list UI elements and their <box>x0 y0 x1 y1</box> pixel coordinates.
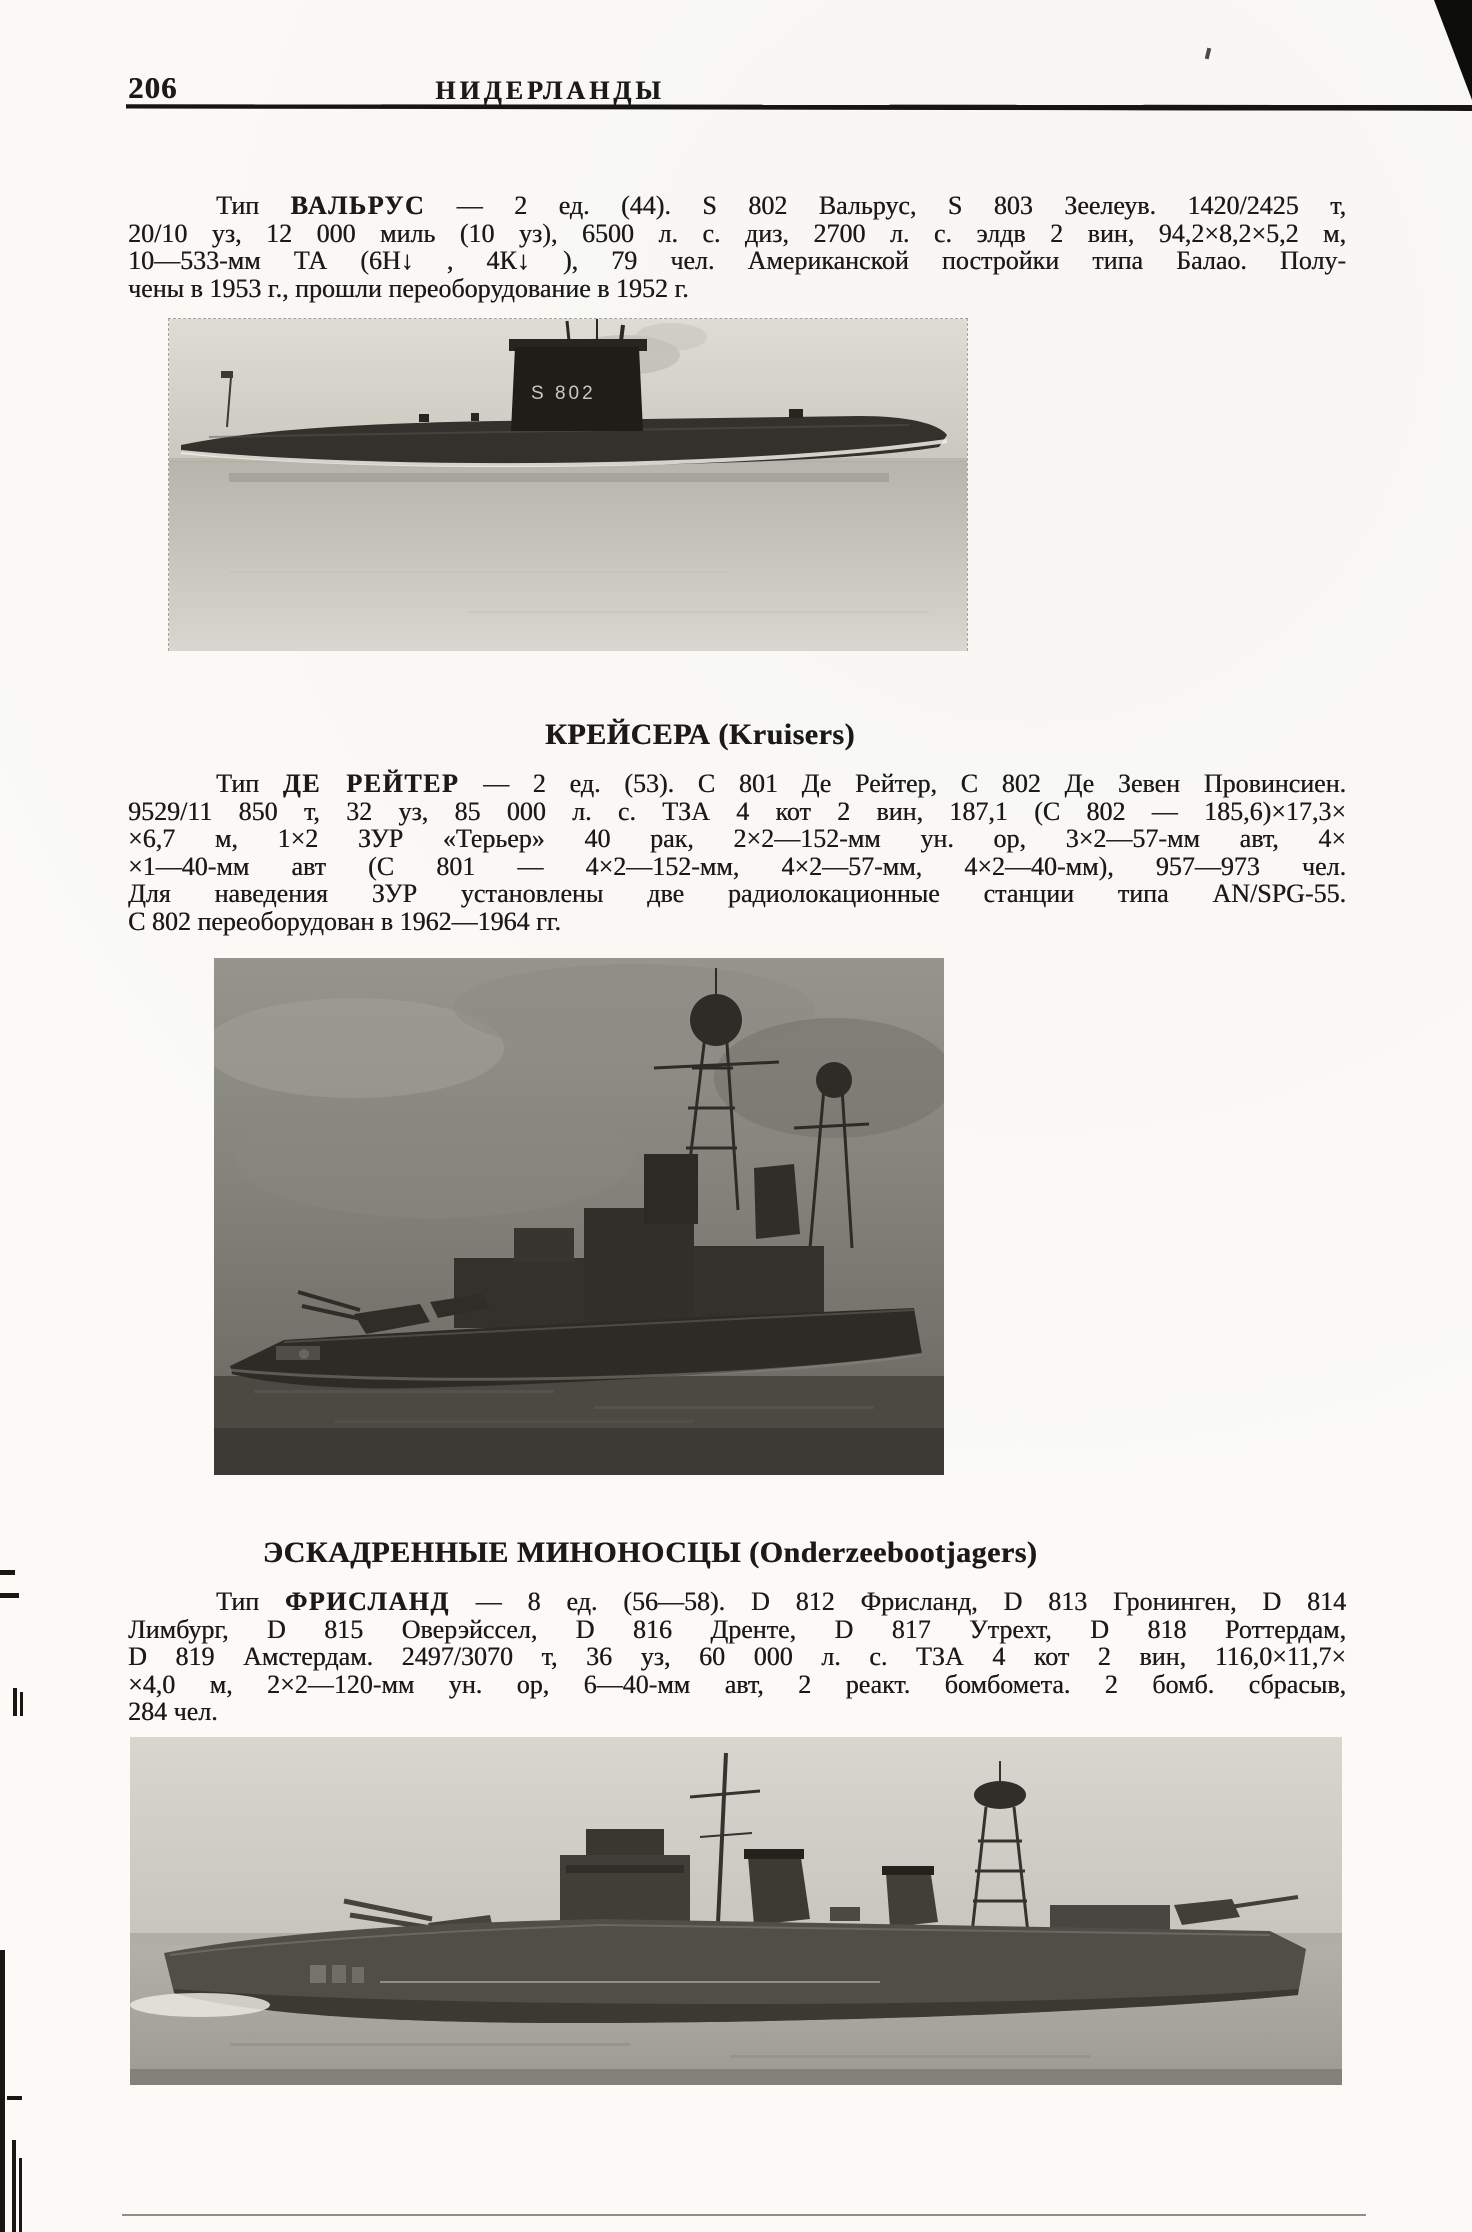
scan-artifact <box>0 1570 15 1575</box>
section-heading-cruisers: КРЕЙСЕРА (Kruisers) <box>545 718 855 751</box>
submarine-photo-illustration <box>169 319 967 651</box>
text-line: 9529/11 850 т, 32 уз, 85 000 л. с. ТЗА 4 кот 2 вин, 187,1 (С 802 — 185,6)×17,3× <box>128 796 1346 826</box>
type-label: Тип <box>216 769 260 798</box>
ship-class-name: ФРИСЛАНД <box>284 1587 450 1616</box>
paragraph-friesland <box>128 1588 1346 1726</box>
text-line: чены в 1953 г., прошли переоборудование в 1952 г. <box>128 273 689 303</box>
text-line: 284 чел. <box>128 1697 218 1726</box>
line-text: — 8 ед. (56—58). D 812 Фрисланд, D 813 Гронинген, D 814 <box>475 1587 1347 1616</box>
scan-corner-artifact <box>1434 0 1472 100</box>
text-line: D 819 Амстердам. 2497/3070 т, 36 уз, 60 000 л. с. ТЗА 4 кот 2 вин, 116,0×11,7× <box>128 1642 1346 1671</box>
text-line <box>128 192 1346 220</box>
cruiser-photo-illustration <box>214 958 944 1475</box>
destroyer-photo-illustration <box>130 1737 1342 2085</box>
submarine-hull-number: S 802 <box>531 383 596 404</box>
scan-artifact <box>0 1950 5 2232</box>
text-line: 10—533-мм ТА (6Н↓ , 4К↓ ), 79 чел. Американской постройки типа Балао. Полу- <box>128 246 1346 275</box>
text-line: ×4,0 м, 2×2—120-мм ун. ор, 6—40-мм авт, 2 реакт. бомбомета. 2 бомб. сбрасыв, <box>128 1669 1346 1699</box>
text-line: С 802 переоборудован в 1962—1964 гг. <box>128 906 561 936</box>
text-line <box>128 1588 1346 1616</box>
scan-artifact <box>7 2096 22 2100</box>
text-line: Лимбург, D 815 Оверэйссел, D 816 Дренте, D 817 Утрехт, D 818 Роттердам, <box>128 1614 1346 1644</box>
cruiser-photo <box>214 958 944 1475</box>
submarine-photo <box>168 318 968 651</box>
text-line: Для наведения ЗУР установлены две радиолокационные станции типа AN/SPG-55. <box>128 879 1346 908</box>
type-label: Тип <box>216 1587 260 1616</box>
scan-artifact <box>13 1688 17 1716</box>
scan-artifact <box>12 2140 16 2232</box>
line-text: — 2 ед. (44). S 802 Вальрус, S 803 Зеелеув. 1420/2425 т, <box>456 191 1347 220</box>
scan-artifact <box>20 1692 23 1716</box>
section-heading-destroyers: ЭСКАДРЕННЫЕ МИНОНОСЦЫ (Onderzeebootjagers) <box>262 1536 1038 1569</box>
destroyer-photo <box>130 1737 1342 2085</box>
text-line: ×6,7 м, 1×2 ЗУР «Терьер» 40 рак, 2×2—152-мм ун. ор, 3×2—57-мм авт, 4× <box>128 824 1346 853</box>
paragraph-walrus <box>128 192 1346 302</box>
scan-artifact <box>19 2158 22 2232</box>
scan-artifact <box>1205 48 1212 60</box>
scan-artifact <box>0 1593 19 1598</box>
text-line: ×1—40-мм авт (С 801 — 4×2—152-мм, 4×2—57-мм, 4×2—40-мм), 957—973 чел. <box>128 851 1346 881</box>
ship-class-name: ДЕ РЕЙТЕР <box>282 769 460 798</box>
running-head: НИДЕРЛАНДЫ <box>435 76 665 105</box>
bottom-edge-line <box>122 2214 1366 2216</box>
line-text: — 2 ед. (53). С 801 Де Рейтер, С 802 Де Зевен Провинсиен. <box>483 769 1347 798</box>
text-line <box>128 770 1346 798</box>
page-number: 206 <box>128 70 178 105</box>
text-line: 20/10 уз, 12 000 миль (10 уз), 6500 л. с. диз, 2700 л. с. элдв 2 вин, 94,2×8,2×5,2 м, <box>128 218 1346 248</box>
ship-class-name: ВАЛЬРУС <box>290 191 426 220</box>
type-label: Тип <box>216 191 260 220</box>
paragraph-de-ruyter <box>128 770 1346 935</box>
